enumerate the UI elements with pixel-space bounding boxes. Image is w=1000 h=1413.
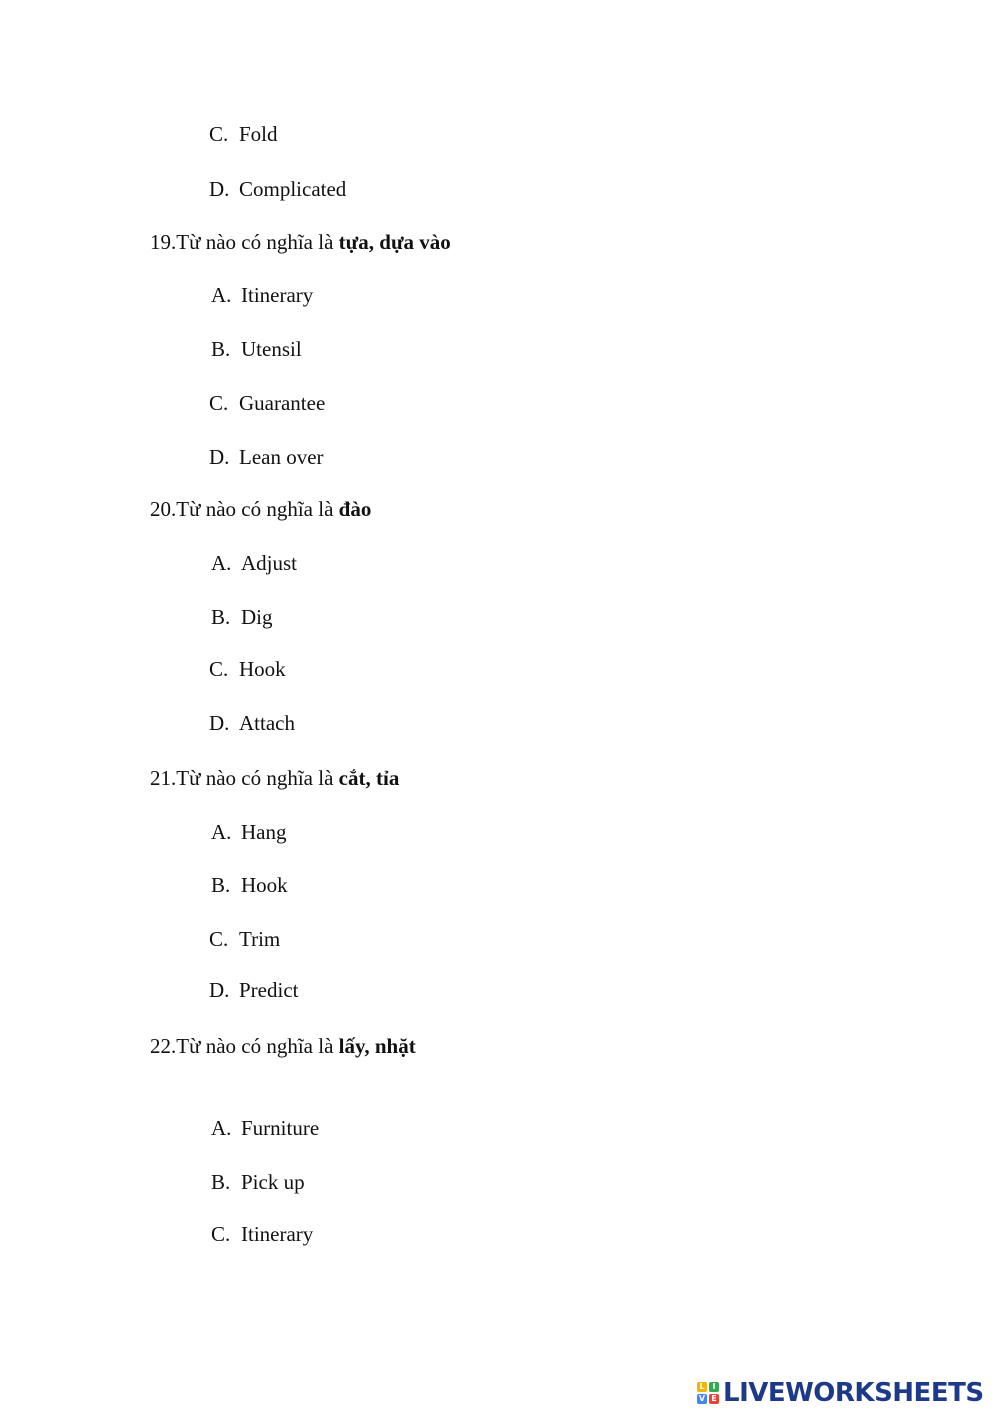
liveworksheets-logo-icon	[697, 1382, 719, 1404]
answer-option	[209, 710, 295, 736]
option-text: Lean over	[239, 445, 324, 469]
option-letter: C.	[211, 1222, 231, 1246]
answer-option	[211, 819, 287, 845]
option-text: Pick up	[241, 1170, 305, 1194]
option-text: Adjust	[241, 551, 298, 575]
option-letter: C.	[209, 657, 229, 681]
option-letter: D.	[209, 445, 230, 469]
question-text: Từ nào có nghĩa là	[176, 1034, 339, 1058]
option-text: Itinerary	[241, 1222, 314, 1246]
option-letter: A.	[211, 820, 232, 844]
answer-option	[211, 604, 273, 630]
option-letter: A.	[211, 1116, 232, 1140]
option-text: Guarantee	[239, 391, 326, 415]
option-letter: B.	[211, 605, 231, 629]
question-text: Từ nào có nghĩa là	[176, 766, 339, 790]
question-number: 19.	[150, 230, 177, 254]
question-prompt	[150, 229, 451, 255]
question-prompt	[150, 765, 399, 791]
option-letter: C.	[209, 391, 229, 415]
option-text: Hook	[239, 657, 286, 681]
liveworksheets-footer	[697, 1377, 984, 1409]
brand-name: LIVEWORKSHEETS	[723, 1378, 984, 1408]
question-number: 20.	[150, 497, 177, 521]
answer-option	[209, 444, 324, 470]
option-text: Complicated	[239, 177, 347, 201]
option-letter: D.	[209, 978, 230, 1002]
question-number: 22.	[150, 1034, 177, 1058]
option-letter: A.	[211, 283, 232, 307]
option-text: Furniture	[241, 1116, 320, 1140]
logo-cell: E	[709, 1394, 719, 1404]
option-text: Utensil	[241, 337, 302, 361]
question-prompt	[150, 496, 371, 522]
option-letter: A.	[211, 551, 232, 575]
option-letter: B.	[211, 873, 231, 897]
logo-cell: V	[698, 1394, 706, 1403]
option-letter: D.	[209, 177, 230, 201]
question-keyword: đào	[338, 497, 372, 521]
option-letter: C.	[209, 927, 229, 951]
answer-option	[211, 336, 302, 362]
answer-option	[209, 977, 298, 1003]
option-text: Itinerary	[241, 283, 314, 307]
answer-option	[209, 390, 325, 416]
answer-option	[209, 656, 286, 682]
option-letter: D.	[209, 711, 230, 735]
answer-option	[211, 1169, 305, 1195]
answer-option	[211, 282, 313, 308]
answer-option	[209, 176, 346, 202]
question-keyword: lấy, nhặt	[338, 1034, 416, 1058]
option-text: Hang	[241, 820, 287, 844]
option-text: Dig	[241, 605, 273, 629]
question-number: 21.	[150, 766, 177, 790]
option-text: Hook	[241, 873, 288, 897]
answer-option	[211, 1115, 319, 1141]
logo-cell: L	[697, 1382, 707, 1392]
logo-cell: I	[709, 1382, 719, 1392]
option-text: Attach	[239, 711, 295, 735]
answer-option	[211, 550, 297, 576]
option-letter: B.	[211, 1170, 231, 1194]
answer-option	[211, 1221, 313, 1247]
question-text: Từ nào có nghĩa là	[176, 497, 339, 521]
option-text: Fold	[239, 122, 278, 146]
answer-option	[209, 926, 280, 952]
question-text: Từ nào có nghĩa là	[176, 230, 339, 254]
option-text: Trim	[239, 927, 281, 951]
option-letter: B.	[211, 337, 231, 361]
question-prompt	[150, 1033, 416, 1059]
answer-option	[209, 121, 278, 147]
option-text: Predict	[239, 978, 299, 1002]
answer-option	[211, 872, 288, 898]
option-letter: C.	[209, 122, 229, 146]
question-keyword: tựa, dựa vào	[338, 230, 451, 254]
question-keyword: cắt, tỉa	[338, 766, 400, 790]
